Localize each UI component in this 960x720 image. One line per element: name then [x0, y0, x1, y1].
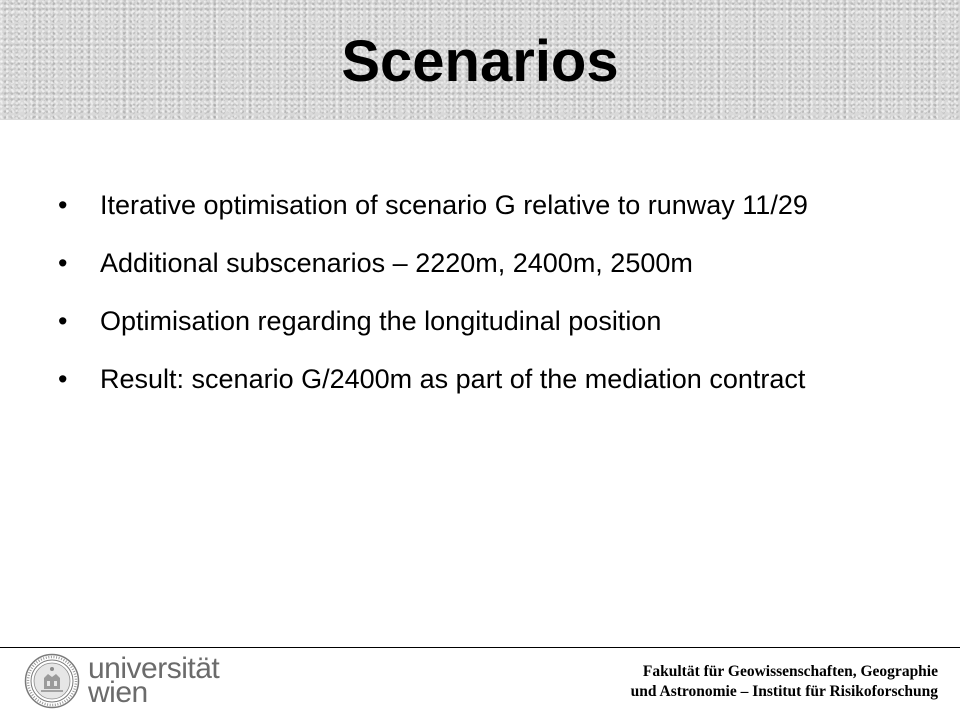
logo-line-1: universität — [88, 652, 220, 685]
university-logo — [24, 652, 220, 710]
bullet-item — [0, 234, 960, 292]
bullet-text: Iterative optimisation of scenario G relative to runway 11/29 — [100, 190, 808, 220]
bullet-item — [0, 176, 960, 234]
bullet-text: Optimisation regarding the longitudinal position — [100, 306, 662, 336]
faculty-caption — [518, 662, 938, 702]
university-seal-icon — [24, 653, 80, 709]
footer-divider — [0, 647, 960, 648]
bullet-item — [0, 350, 960, 408]
bullet-text: Result: scenario G/2400m as part of the mediation contract — [100, 364, 806, 394]
slide-title: Scenarios — [341, 29, 619, 94]
bullet-dot: • — [58, 248, 68, 278]
bullet-item — [0, 292, 960, 350]
bullet-dot: • — [58, 190, 68, 220]
logo-wordmark — [88, 652, 220, 709]
bullet-text: Additional subscenarios – 2220m, 2400m, 2500m — [100, 248, 693, 278]
faculty-line-2: und Astronomie – Institut für Risikoforschung — [630, 683, 938, 700]
faculty-line-1: Fakultät für Geowissenschaften, Geographie — [642, 663, 938, 680]
bullet-list — [0, 176, 960, 408]
bullet-dot: • — [58, 306, 68, 336]
bullet-dot: • — [58, 364, 68, 394]
logo-line-2: wien — [88, 676, 148, 709]
